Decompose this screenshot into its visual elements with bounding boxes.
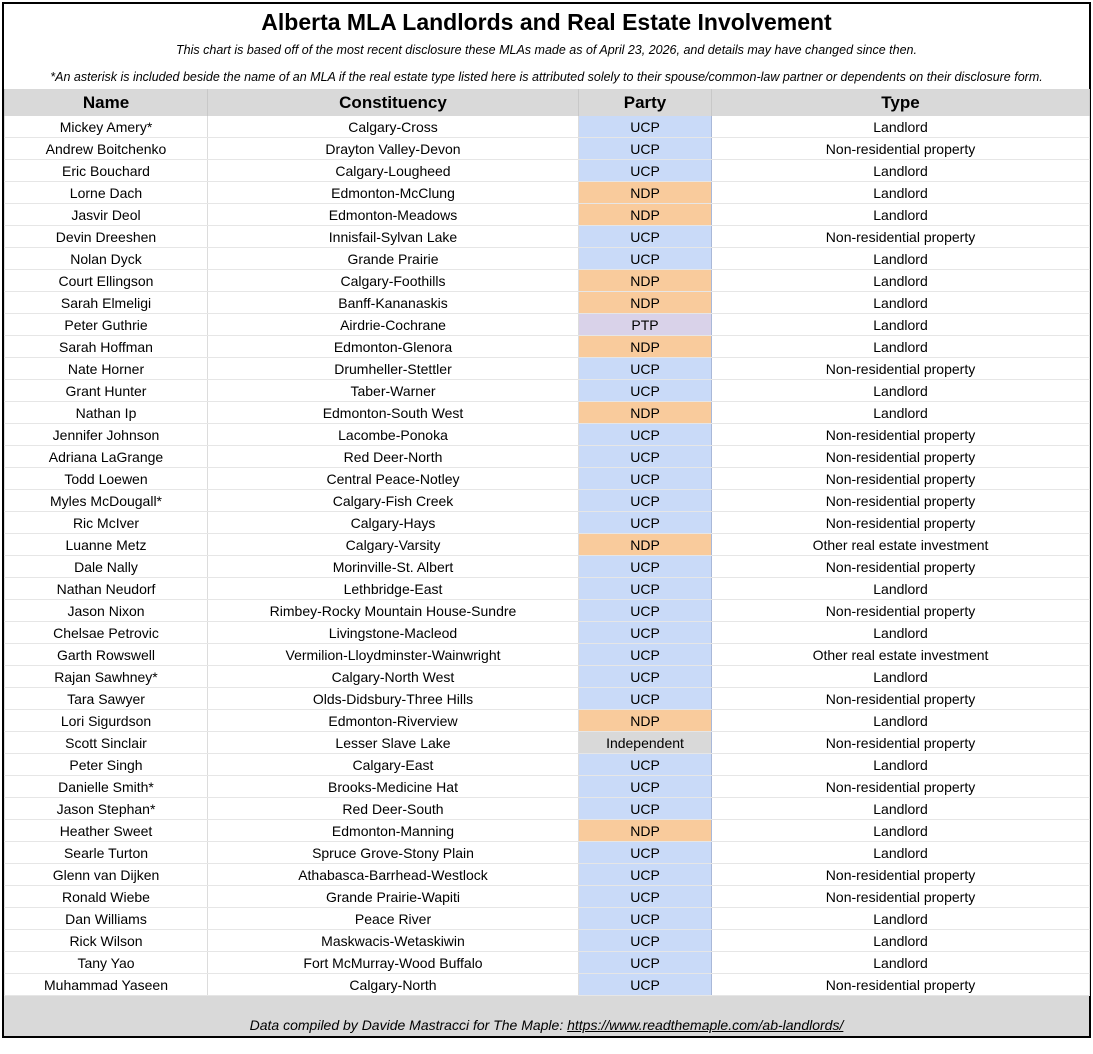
cell-party: UCP [579,952,712,974]
table-row [5,226,1090,248]
cell-name: Chelsae Petrovic [5,622,208,644]
table-row [5,314,1090,336]
cell-type: Landlord [712,666,1090,688]
table-row [5,116,1090,138]
cell-type: Non-residential property [712,776,1090,798]
table-row [5,512,1090,534]
mla-table [4,89,1090,996]
cell-name: Nathan Neudorf [5,578,208,600]
cell-party: UCP [579,754,712,776]
table-row [5,424,1090,446]
table-row [5,644,1090,666]
cell-constituency: Olds-Didsbury-Three Hills [208,688,579,710]
cell-party: UCP [579,512,712,534]
table-row [5,336,1090,358]
cell-constituency: Edmonton-Riverview [208,710,579,732]
cell-type: Landlord [712,710,1090,732]
cell-constituency: Spruce Grove-Stony Plain [208,842,579,864]
table-row [5,270,1090,292]
table-row [5,688,1090,710]
cell-party: NDP [579,292,712,314]
cell-name: Devin Dreeshen [5,226,208,248]
cell-party: UCP [579,446,712,468]
cell-name: Garth Rowswell [5,644,208,666]
cell-party: UCP [579,358,712,380]
cell-constituency: Calgary-North [208,974,579,996]
cell-type: Non-residential property [712,468,1090,490]
cell-constituency: Red Deer-North [208,446,579,468]
cell-type: Landlord [712,930,1090,952]
cell-name: Tara Sawyer [5,688,208,710]
table-row [5,886,1090,908]
table-row [5,820,1090,842]
page-subtitle: This chart is based off of the most recent disclosure these MLAs made as of April 23, 2026, and details may have changed since then. [176,43,917,57]
table-row [5,490,1090,512]
column-header-type: Type [712,89,1090,116]
cell-constituency: Edmonton-Meadows [208,204,579,226]
cell-party: NDP [579,710,712,732]
cell-type: Non-residential property [712,974,1090,996]
cell-party: UCP [579,600,712,622]
cell-name: Myles McDougall* [5,490,208,512]
cell-type: Non-residential property [712,424,1090,446]
table-row [5,732,1090,754]
cell-party: UCP [579,908,712,930]
table-row [5,182,1090,204]
cell-type: Non-residential property [712,512,1090,534]
table-row [5,930,1090,952]
cell-type: Landlord [712,182,1090,204]
cell-constituency: Lesser Slave Lake [208,732,579,754]
cell-party: UCP [579,424,712,446]
cell-type: Landlord [712,952,1090,974]
cell-name: Dan Williams [5,908,208,930]
table-row [5,292,1090,314]
cell-name: Jennifer Johnson [5,424,208,446]
cell-name: Todd Loewen [5,468,208,490]
cell-constituency: Vermilion-Lloydminster-Wainwright [208,644,579,666]
cell-party: UCP [579,688,712,710]
table-row [5,864,1090,886]
cell-type: Landlord [712,578,1090,600]
cell-type: Landlord [712,270,1090,292]
cell-type: Landlord [712,336,1090,358]
cell-constituency: Calgary-North West [208,666,579,688]
table-row [5,666,1090,688]
cell-party: UCP [579,930,712,952]
cell-name: Ronald Wiebe [5,886,208,908]
table-row [5,776,1090,798]
cell-type: Landlord [712,798,1090,820]
cell-type: Landlord [712,116,1090,138]
cell-name: Sarah Hoffman [5,336,208,358]
cell-name: Mickey Amery* [5,116,208,138]
cell-name: Lori Sigurdson [5,710,208,732]
cell-name: Searle Turton [5,842,208,864]
cell-party: UCP [579,666,712,688]
table-row [5,974,1090,996]
cell-name: Heather Sweet [5,820,208,842]
cell-party: UCP [579,160,712,182]
cell-name: Rajan Sawhney* [5,666,208,688]
cell-constituency: Calgary-Fish Creek [208,490,579,512]
cell-party: NDP [579,336,712,358]
cell-party: NDP [579,182,712,204]
cell-constituency: Drumheller-Stettler [208,358,579,380]
cell-party: UCP [579,578,712,600]
cell-name: Court Ellingson [5,270,208,292]
cell-type: Non-residential property [712,864,1090,886]
cell-type: Landlord [712,820,1090,842]
table-row [5,908,1090,930]
cell-constituency: Edmonton-Manning [208,820,579,842]
cell-name: Muhammad Yaseen [5,974,208,996]
cell-constituency: Grande Prairie [208,248,579,270]
cell-constituency: Lethbridge-East [208,578,579,600]
table-row [5,358,1090,380]
column-header-constituency: Constituency [208,89,579,116]
cell-name: Luanne Metz [5,534,208,556]
cell-party: NDP [579,820,712,842]
cell-type: Landlord [712,622,1090,644]
cell-party: UCP [579,864,712,886]
cell-name: Rick Wilson [5,930,208,952]
cell-type: Non-residential property [712,886,1090,908]
cell-constituency: Morinville-St. Albert [208,556,579,578]
cell-constituency: Calgary-East [208,754,579,776]
table-row [5,468,1090,490]
source-link[interactable]: https://www.readthemaple.com/ab-landlords/ [567,1017,844,1033]
cell-type: Landlord [712,248,1090,270]
cell-constituency: Red Deer-South [208,798,579,820]
cell-name: Lorne Dach [5,182,208,204]
table-row [5,402,1090,424]
table-row [5,446,1090,468]
cell-constituency: Taber-Warner [208,380,579,402]
table-row [5,600,1090,622]
cell-type: Landlord [712,908,1090,930]
cell-party: UCP [579,974,712,996]
table-row [5,380,1090,402]
cell-name: Nolan Dyck [5,248,208,270]
cell-party: UCP [579,468,712,490]
cell-party: NDP [579,534,712,556]
cell-party: Independent [579,732,712,754]
cell-name: Ric McIver [5,512,208,534]
cell-constituency: Calgary-Varsity [208,534,579,556]
cell-constituency: Edmonton-South West [208,402,579,424]
cell-constituency: Calgary-Hays [208,512,579,534]
column-header-party: Party [579,89,712,116]
cell-constituency: Airdrie-Cochrane [208,314,579,336]
document-frame [2,2,1091,1038]
page-title: Alberta MLA Landlords and Real Estate Involvement [261,9,832,35]
cell-party: UCP [579,490,712,512]
table-body [5,116,1090,996]
cell-constituency: Brooks-Medicine Hat [208,776,579,798]
cell-type: Non-residential property [712,688,1090,710]
cell-party: UCP [579,138,712,160]
cell-type: Landlord [712,160,1090,182]
cell-type: Non-residential property [712,732,1090,754]
cell-name: Peter Guthrie [5,314,208,336]
cell-constituency: Calgary-Foothills [208,270,579,292]
table-row [5,556,1090,578]
table-row [5,578,1090,600]
cell-type: Non-residential property [712,446,1090,468]
cell-party: PTP [579,314,712,336]
cell-name: Jasvir Deol [5,204,208,226]
cell-constituency: Rimbey-Rocky Mountain House-Sundre [208,600,579,622]
cell-constituency: Athabasca-Barrhead-Westlock [208,864,579,886]
cell-type: Landlord [712,754,1090,776]
cell-party: NDP [579,204,712,226]
cell-constituency: Fort McMurray-Wood Buffalo [208,952,579,974]
cell-type: Landlord [712,204,1090,226]
cell-name: Adriana LaGrange [5,446,208,468]
cell-party: UCP [579,380,712,402]
cell-constituency: Drayton Valley-Devon [208,138,579,160]
cell-type: Non-residential property [712,138,1090,160]
cell-constituency: Calgary-Lougheed [208,160,579,182]
cell-constituency: Maskwacis-Wetaskiwin [208,930,579,952]
table-row [5,160,1090,182]
table-row [5,798,1090,820]
cell-party: NDP [579,402,712,424]
cell-constituency: Calgary-Cross [208,116,579,138]
table-row [5,710,1090,732]
table-row [5,138,1090,160]
cell-party: UCP [579,622,712,644]
asterisk-note: *An asterisk is included beside the name of an MLA if the real estate type listed here is attributed solely to their spouse/common-law partner or dependents on their disclosure form. [50,70,1043,84]
cell-party: UCP [579,776,712,798]
table-row [5,952,1090,974]
cell-name: Sarah Elmeligi [5,292,208,314]
cell-type: Landlord [712,842,1090,864]
column-header-name: Name [5,89,208,116]
cell-constituency: Central Peace-Notley [208,468,579,490]
cell-type: Non-residential property [712,490,1090,512]
cell-type: Non-residential property [712,556,1090,578]
cell-constituency: Edmonton-Glenora [208,336,579,358]
cell-constituency: Grande Prairie-Wapiti [208,886,579,908]
cell-name: Nathan Ip [5,402,208,424]
cell-name: Jason Stephan* [5,798,208,820]
table-row [5,534,1090,556]
cell-name: Scott Sinclair [5,732,208,754]
footer [4,996,1089,1036]
table-row [5,754,1090,776]
cell-name: Jason Nixon [5,600,208,622]
header-row [5,89,1090,116]
cell-name: Glenn van Dijken [5,864,208,886]
cell-party: UCP [579,248,712,270]
cell-type: Non-residential property [712,226,1090,248]
cell-party: NDP [579,270,712,292]
cell-type: Landlord [712,380,1090,402]
cell-constituency: Livingstone-Macleod [208,622,579,644]
cell-party: UCP [579,644,712,666]
table-row [5,248,1090,270]
cell-party: UCP [579,226,712,248]
cell-name: Danielle Smith* [5,776,208,798]
cell-name: Eric Bouchard [5,160,208,182]
cell-type: Non-residential property [712,358,1090,380]
cell-party: UCP [579,556,712,578]
cell-constituency: Edmonton-McClung [208,182,579,204]
cell-constituency: Innisfail-Sylvan Lake [208,226,579,248]
cell-name: Peter Singh [5,754,208,776]
table-row [5,204,1090,226]
table-row [5,622,1090,644]
cell-constituency: Peace River [208,908,579,930]
cell-type: Landlord [712,292,1090,314]
cell-party: UCP [579,886,712,908]
cell-name: Andrew Boitchenko [5,138,208,160]
cell-name: Nate Horner [5,358,208,380]
cell-name: Grant Hunter [5,380,208,402]
cell-name: Tany Yao [5,952,208,974]
cell-type: Landlord [712,402,1090,424]
cell-type: Landlord [712,314,1090,336]
cell-type: Other real estate investment [712,644,1090,666]
cell-party: UCP [579,798,712,820]
cell-party: UCP [579,116,712,138]
cell-party: UCP [579,842,712,864]
cell-type: Other real estate investment [712,534,1090,556]
cell-type: Non-residential property [712,600,1090,622]
footer-credit: Data compiled by Davide Mastracci for The Maple: [249,1017,568,1033]
cell-constituency: Banff-Kananaskis [208,292,579,314]
cell-constituency: Lacombe-Ponoka [208,424,579,446]
cell-name: Dale Nally [5,556,208,578]
table-row [5,842,1090,864]
